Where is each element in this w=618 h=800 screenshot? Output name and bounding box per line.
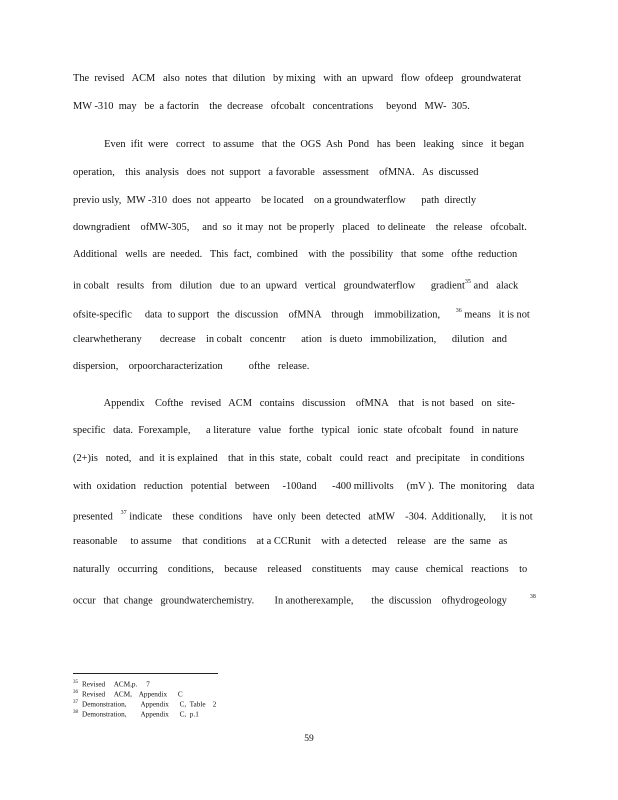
body-line-2: MW -310 may be a factorin the decrease ofcobalt concentrations beyond MW- 305.	[73, 101, 470, 112]
footnote-text: Demonstration, Appendix C, Table 2	[82, 700, 217, 709]
footnote-ref-38: 38	[529, 594, 536, 600]
body-line-16-text: presented	[73, 511, 113, 523]
footnote-text: Demonstration, Appendix C, p.1	[82, 710, 199, 719]
footnote-ref-37: 37	[120, 510, 127, 516]
footnote-ref-35: 35	[464, 279, 471, 285]
footnote-text: Revised ACM, Appendix C	[82, 690, 183, 699]
body-line-8-tail: and alack	[470, 280, 519, 292]
body-line-12: Appendix Cofthe revised ACM contains discussion ofMNA that is not based on site-	[73, 398, 515, 409]
footnote-number: 35	[73, 680, 78, 685]
footnote-38	[73, 708, 199, 719]
body-line-16	[73, 507, 533, 524]
footnote-number: 38	[73, 710, 78, 715]
footnote-divider	[73, 673, 218, 674]
body-line-8	[73, 276, 518, 293]
body-line-10: clearwhetherany decrease in cobalt concentr ation is dueto immobilization, dilution and	[73, 334, 507, 345]
body-line-16-tail: indicate these conditions have only been detected atMW -304. Additionally, it is not	[126, 511, 533, 523]
page-number: 59	[304, 734, 314, 744]
body-line-8-text: in cobalt results from dilution due to an upward vertical groundwaterflow gradient	[73, 280, 465, 292]
body-line-6: downgradient ofMW-305, and so it may not be properly placed to delineate the release ofcobalt.	[73, 222, 527, 233]
body-line-9	[73, 305, 530, 322]
body-line-13: specific data. Forexample, a literature value forthe typical ionic state ofcobalt found in nature	[73, 425, 519, 436]
body-line-5: previo usly, MW -310 does not appearto be located on a groundwaterflow path directly	[73, 195, 477, 206]
body-line-19	[73, 591, 536, 608]
body-line-9-tail: means it is not	[461, 309, 530, 321]
body-line-7: Additional wells are needed. This fact, combined with the possibility that some ofthe reduction	[73, 249, 518, 260]
footnote-number: 36	[73, 690, 78, 695]
body-line-17: reasonable to assume that conditions at a CCRunit with a detected release are the same as	[73, 536, 508, 547]
body-line-19-text: occur that change groundwaterchemistry. In anotherexample, the discussion ofhydrogeology	[73, 595, 507, 607]
body-line-15: with oxidation reduction potential between -100and -400 millivolts (mV ). The monitoring data	[73, 481, 535, 492]
body-line-3: Even ifit were correct to assume that the OGS Ash Pond has been leaking since it began	[73, 139, 525, 150]
footnote-text: Revised ACM,p. 7	[82, 680, 150, 689]
body-line-11: dispersion, orpoorcharacterization ofthe release.	[73, 361, 310, 372]
footnote-ref-36: 36	[455, 308, 462, 314]
body-line-4: operation, this analysis does not support a favorable assessment ofMNA. As discussed	[73, 167, 479, 178]
body-line-14: (2+)is noted, and it is explained that in this state, cobalt could react and precipitate in conditions	[73, 453, 525, 464]
body-line-18: naturally occurring conditions, because released constituents may cause chemical reactions to	[73, 564, 528, 575]
body-line-1: The revised ACM also notes that dilution by mixing with an upward flow ofdeep groundwaterat	[73, 73, 522, 84]
footnote-number: 37	[73, 700, 78, 705]
body-line-9-text: ofsite-specific data to support the discussion ofMNA through immobilization,	[73, 309, 441, 321]
